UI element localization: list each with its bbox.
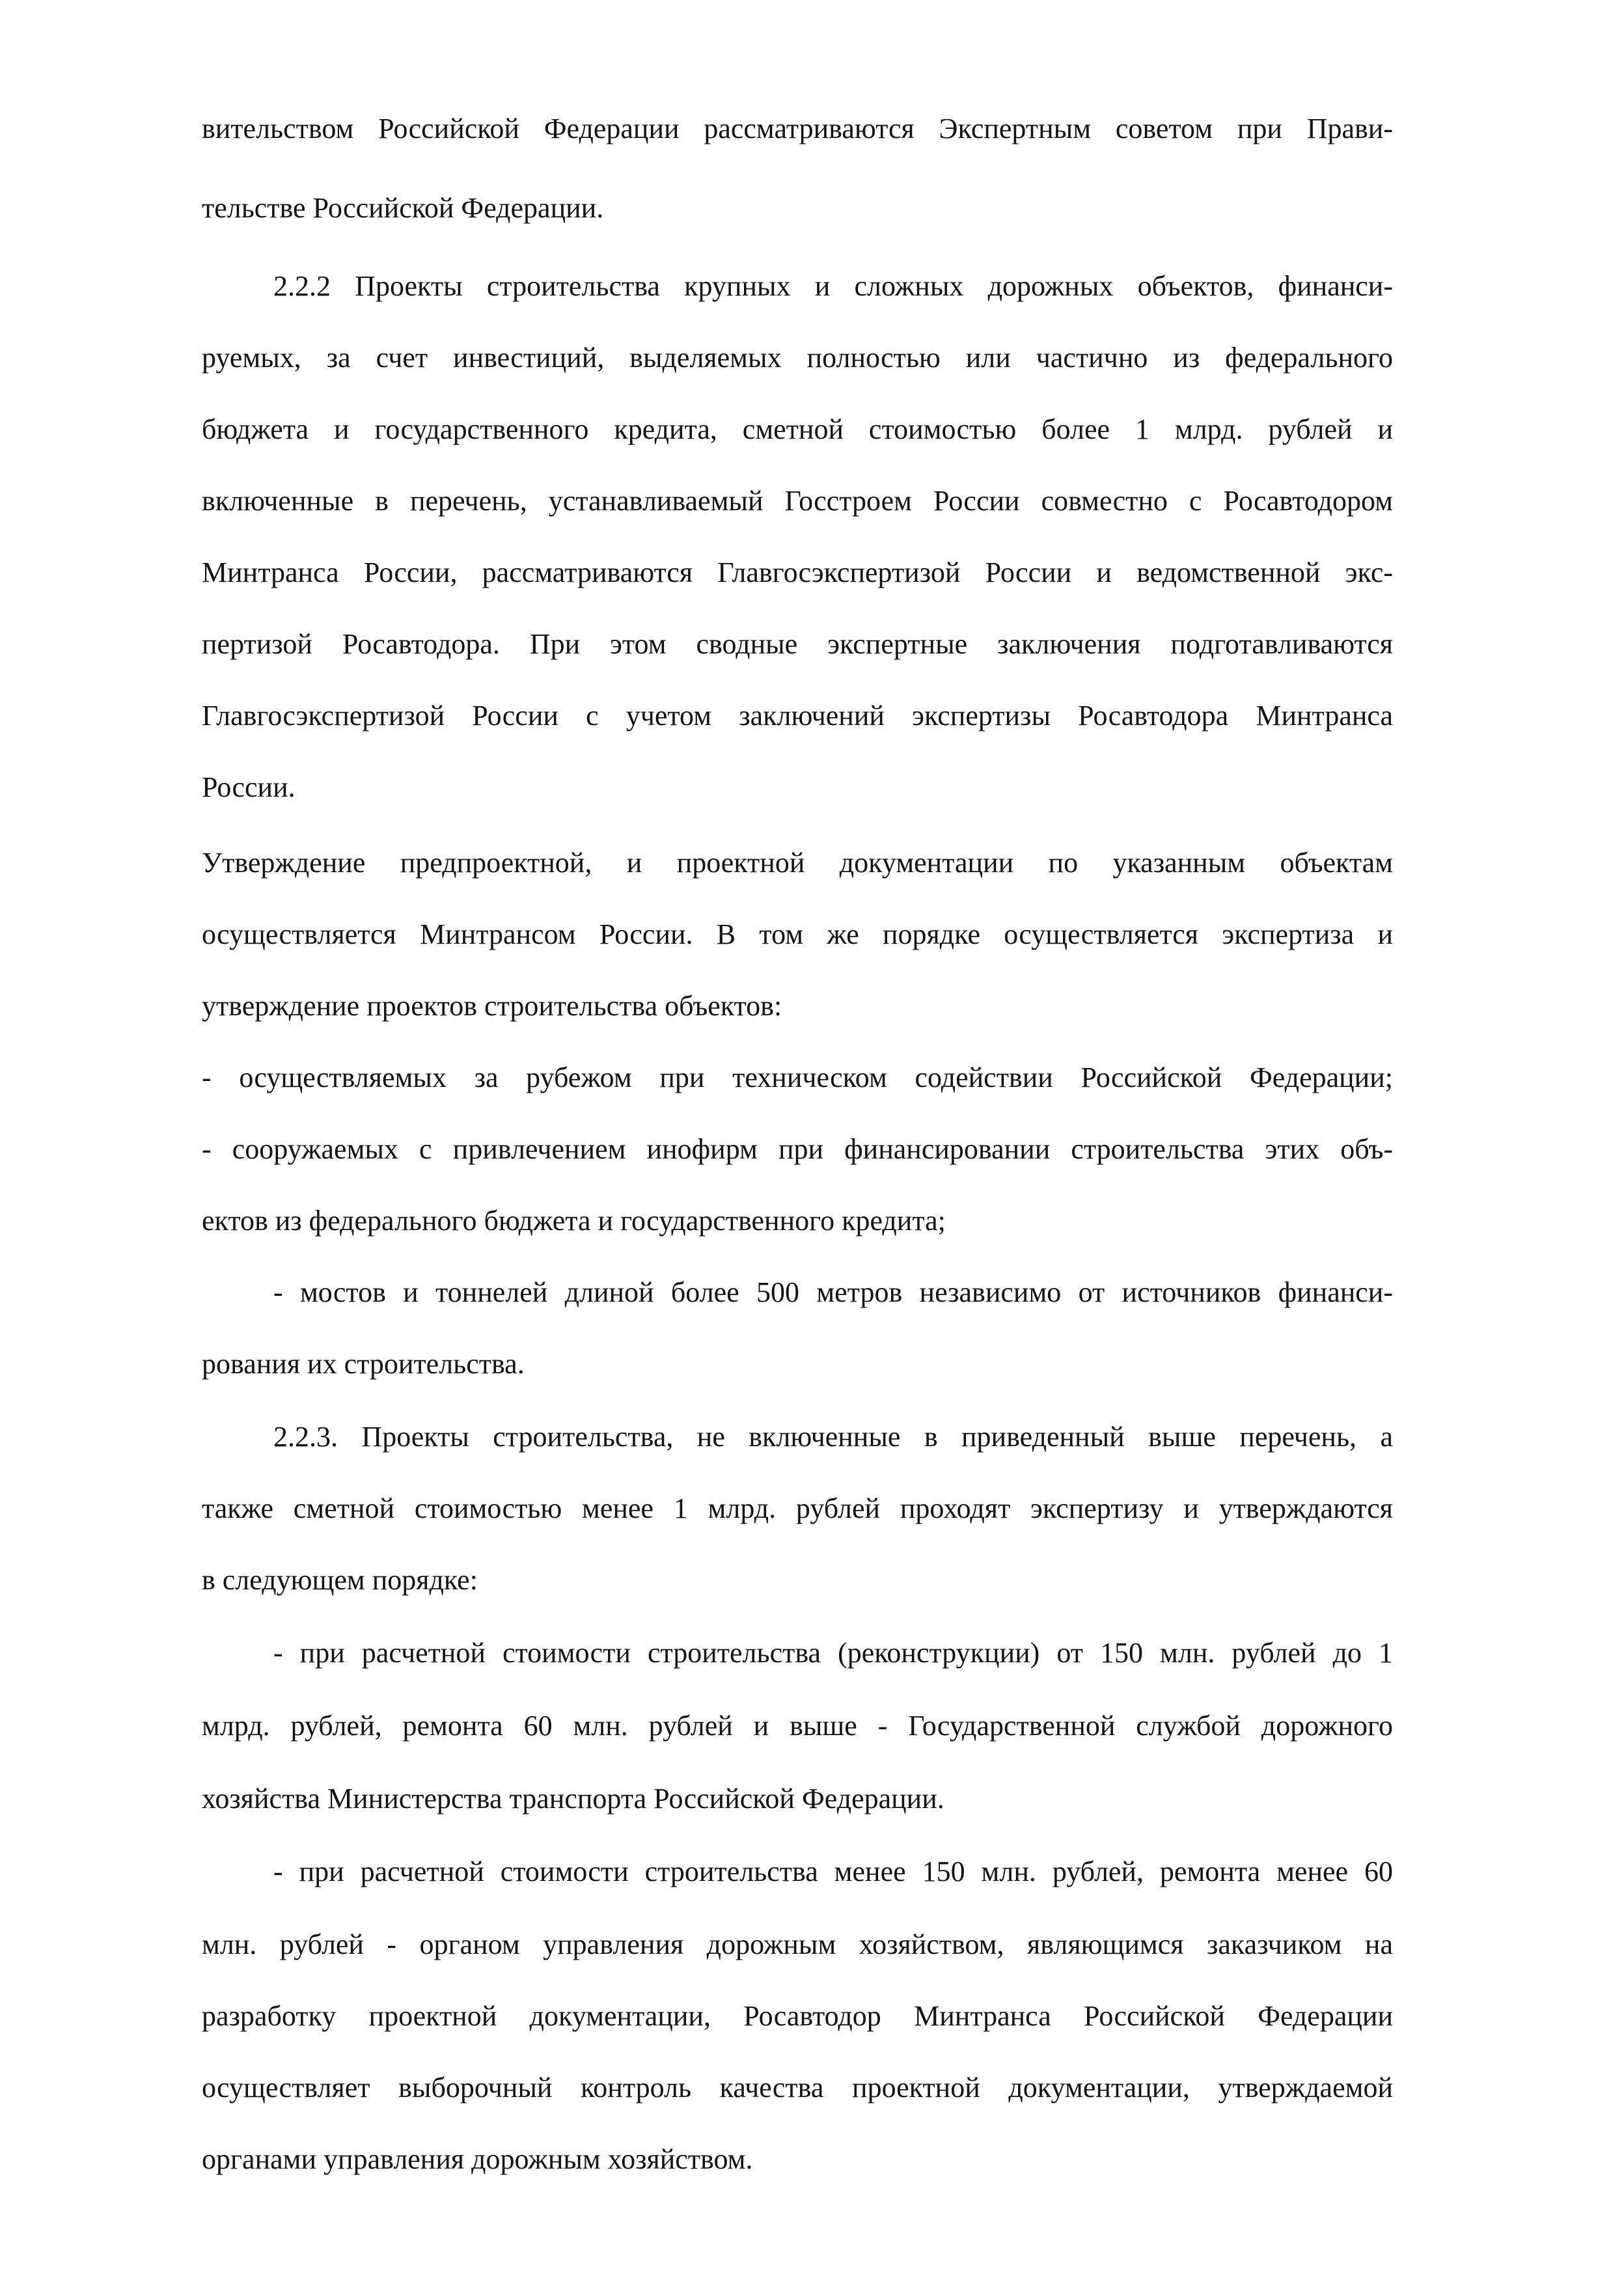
list-item: - сооружаемых с привлечением инофирм при финансировании строительства этих объ- bbox=[202, 1133, 1393, 1165]
text-line: Минтранса России, рассматриваются Главгосэкспертизой России и ведомственной экс- bbox=[202, 556, 1393, 588]
text-line: вительством Российской Федерации рассматриваются Экспертным советом при Прави- bbox=[202, 113, 1393, 144]
text-line: млрд. рублей, ремонта 60 млн. рублей и выше - Государственной службой дорожного bbox=[202, 1710, 1393, 1742]
text-line: бюджета и государственного кредита, сметной стоимостью более 1 млрд. рублей и bbox=[202, 413, 1393, 445]
text-line: разработку проектной документации, Росавтодор Минтранса Российской Федерации bbox=[202, 2000, 1393, 2032]
text-line: хозяйства Министерства транспорта Российской Федерации. bbox=[202, 1783, 944, 1815]
text-line: ектов из федерального бюджета и государственного кредита; bbox=[202, 1205, 946, 1237]
text-line: включенные в перечень, устанавливаемый Госстроем России совместно с Росавтодором bbox=[202, 485, 1393, 517]
text-line: осуществляет выборочный контроль качества проектной документации, утверждаемой bbox=[202, 2072, 1393, 2104]
list-item: - мостов и тоннелей длиной более 500 метров независимо от источников финанси- bbox=[273, 1276, 1393, 1308]
text-line: тельстве Российской Федерации. bbox=[202, 192, 604, 224]
text-line: рования их строительства. bbox=[202, 1348, 525, 1380]
text-line: пертизой Росавтодора. При этом сводные экспертные заключения подготавливаются bbox=[202, 628, 1393, 660]
list-item: - при расчетной стоимости строительства (реконструкции) от 150 млн. рублей до 1 bbox=[273, 1637, 1393, 1669]
text-line: Утверждение предпроектной, и проектной документации по указанным объектам bbox=[202, 847, 1393, 879]
text-line: России. bbox=[202, 771, 296, 803]
text-line: 2.2.2 Проекты строительства крупных и сложных дорожных объектов, финанси- bbox=[273, 270, 1393, 302]
text-line: утверждение проектов строительства объектов: bbox=[202, 990, 782, 1022]
text-line: руемых, за счет инвестиций, выделяемых полностью или частично из федерального bbox=[202, 342, 1393, 374]
list-item: - осуществляемых за рубежом при техническом содействии Российской Федерации; bbox=[202, 1062, 1393, 1093]
list-item: - при расчетной стоимости строительства менее 150 млн. рублей, ремонта менее 60 bbox=[273, 1856, 1393, 1887]
text-line: органами управления дорожным хозяйством. bbox=[202, 2143, 753, 2175]
text-line: 2.2.3. Проекты строительства, не включенные в приведенный выше перечень, а bbox=[273, 1421, 1393, 1453]
text-line: млн. рублей - органом управления дорожным хозяйством, являющимся заказчиком на bbox=[202, 1928, 1393, 1960]
text-line: Главгосэкспертизой России с учетом заключений экспертизы Росавтодора Минтранса bbox=[202, 700, 1393, 732]
text-line: осуществляется Минтрансом России. В том же порядке осуществляется экспертиза и bbox=[202, 918, 1393, 950]
text-line: также сметной стоимостью менее 1 млрд. рублей проходят экспертизу и утверждаются bbox=[202, 1492, 1393, 1524]
text-line: в следующем порядке: bbox=[202, 1564, 478, 1596]
